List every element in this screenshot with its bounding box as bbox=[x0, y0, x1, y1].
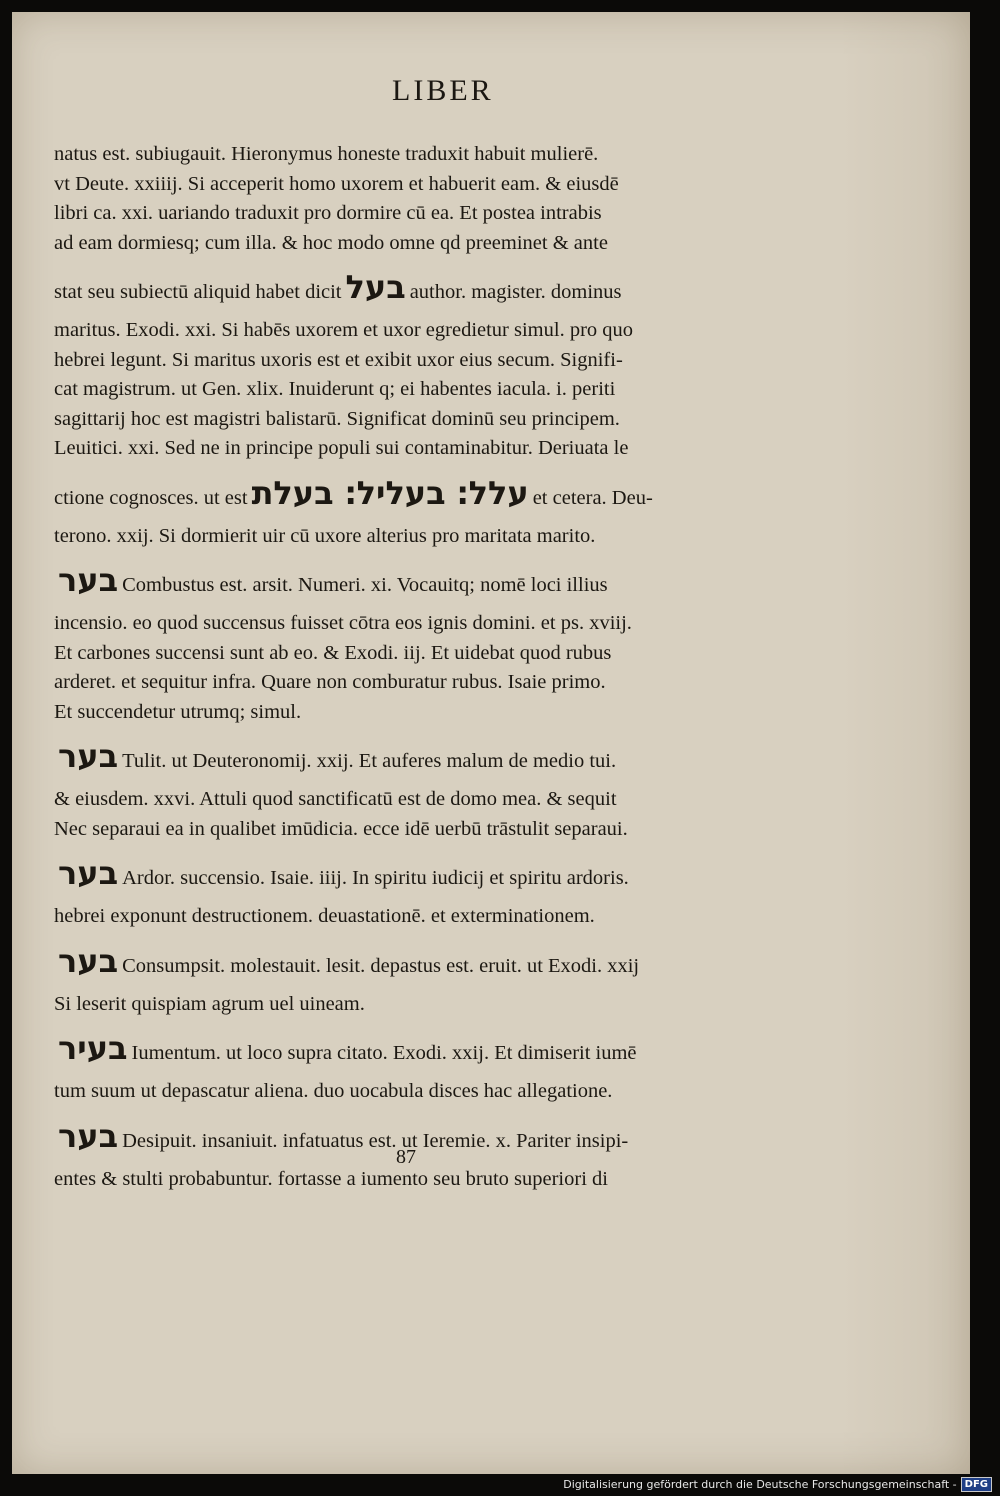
line-text-after: Iumentum. ut loco supra citato. Exodi. xxij. Et dimiserit iumē bbox=[131, 1042, 637, 1064]
line-text-after: Ardor. succensio. Isaie. iiij. In spiritu iudicij et spiritu ardoris. bbox=[122, 867, 629, 889]
text-line: & eiusdem. xxvi. Attuli quod sanctificatū est de domo mea. & sequit bbox=[54, 788, 617, 810]
text-block bbox=[54, 140, 724, 1194]
text-line: ad eam dormiesq; cum illa. & hoc modo omne qd preeminet & ante bbox=[54, 231, 608, 254]
text-line bbox=[54, 844, 724, 902]
dfg-logo: DFG bbox=[961, 1477, 992, 1492]
book-page bbox=[12, 12, 970, 1474]
text-line bbox=[54, 1019, 724, 1077]
text-line bbox=[54, 1107, 724, 1165]
text-line: Et carbones succensi sunt ab eo. & Exodi. iij. Et uidebat quod rubus bbox=[54, 641, 612, 664]
running-head: LIBER bbox=[392, 74, 494, 107]
hebrew-lemma: בער bbox=[58, 854, 119, 892]
line-text-after: et cetera. Deu- bbox=[532, 486, 653, 509]
line-text-after: Consumpsit. molestauit. lesit. depastus est. eruit. ut Exodi. xxij bbox=[122, 954, 640, 977]
text-line: incensio. eo quod succensus fuisset cōtra eos ignis domini. et ps. xviij. bbox=[54, 612, 632, 634]
text-line: cat magistrum. ut Gen. xlix. Inuiderunt q; ei habentes iacula. i. periti bbox=[54, 378, 616, 400]
text-line: sagittarij hoc est magistri balistarū. Significat dominū seu principem. bbox=[54, 407, 620, 430]
line-text-after: Tulit. ut Deuteronomij. xxij. Et auferes malum de medio tui. bbox=[122, 750, 617, 772]
text-line: Leuitici. xxi. Sed ne in principe populi sui contaminabitur. Deriuata le bbox=[54, 437, 629, 459]
text-line: entes & stulti probabuntur. fortasse a iumento seu bruto superiori di bbox=[54, 1167, 608, 1190]
text-line: arderet. et sequitur infra. Quare non comburatur rubus. Isaie primo. bbox=[54, 671, 606, 693]
hebrew-lemma: בער bbox=[58, 1116, 119, 1155]
line-text-before: stat seu subiectū aliquid habet dicit bbox=[54, 281, 342, 303]
hebrew-lemma: בער bbox=[58, 737, 119, 775]
text-line bbox=[54, 551, 724, 609]
digitization-credit bbox=[563, 1474, 992, 1494]
hebrew-lemma: בעיר bbox=[58, 1029, 128, 1067]
text-line: Et succendetur utrumq; simul. bbox=[54, 700, 302, 723]
line-text-before: ctione cognosces. ut est bbox=[54, 486, 248, 509]
hebrew-lemma: עלל׃ בעליל׃ בעלת bbox=[251, 473, 529, 512]
line-text-after: Combustus est. arsit. Numeri. xi. Vocauitq; nomē loci illius bbox=[122, 574, 608, 596]
credit-text: Digitalisierung gefördert durch die Deutsche Forschungsgemeinschaft - bbox=[563, 1477, 957, 1491]
text-line: vt Deute. xxiiij. Si acceperit homo uxorem et habuerit eam. & eiusdē bbox=[54, 172, 619, 195]
text-line bbox=[54, 932, 724, 990]
text-line: terono. xxij. Si dormierit uir cū uxore alterius pro maritata marito. bbox=[54, 524, 596, 547]
folio-number: 87 bbox=[396, 1146, 416, 1168]
text-line: Si leserit quispiam agrum uel uineam. bbox=[54, 992, 365, 1015]
hebrew-lemma: בעל bbox=[345, 268, 406, 306]
text-line: natus est. subiugauit. Hieronymus honeste traduxit habuit mulierē. bbox=[54, 143, 599, 165]
text-line: Nec separaui ea in qualibet imūdicia. ecce idē uerbū trāstulit separaui. bbox=[54, 817, 628, 840]
text-line: libri ca. xxi. uariando traduxit pro dormire cū ea. Et postea intrabis bbox=[54, 202, 602, 224]
line-text-after: Desipuit. insaniuit. infatuatus est. ut Ieremie. x. Pariter insipi- bbox=[122, 1129, 629, 1152]
hebrew-lemma: בער bbox=[58, 561, 119, 599]
text-line: hebrei exponunt destructionem. deuastationē. et exterminationem. bbox=[54, 905, 595, 927]
text-line bbox=[54, 727, 724, 785]
text-line: maritus. Exodi. xxi. Si habēs uxorem et uxor egredietur simul. pro quo bbox=[54, 319, 634, 341]
hebrew-lemma: בער bbox=[58, 941, 119, 980]
text-line: hebrei legunt. Si maritus uxoris est et exibit uxor eius secum. Signifi- bbox=[54, 348, 623, 371]
text-line bbox=[54, 464, 724, 522]
text-line: tum suum ut depascatur aliena. duo uocabula disces hac allegatione. bbox=[54, 1080, 613, 1102]
text-line bbox=[54, 258, 724, 316]
line-text-after: author. magister. dominus bbox=[409, 281, 622, 303]
